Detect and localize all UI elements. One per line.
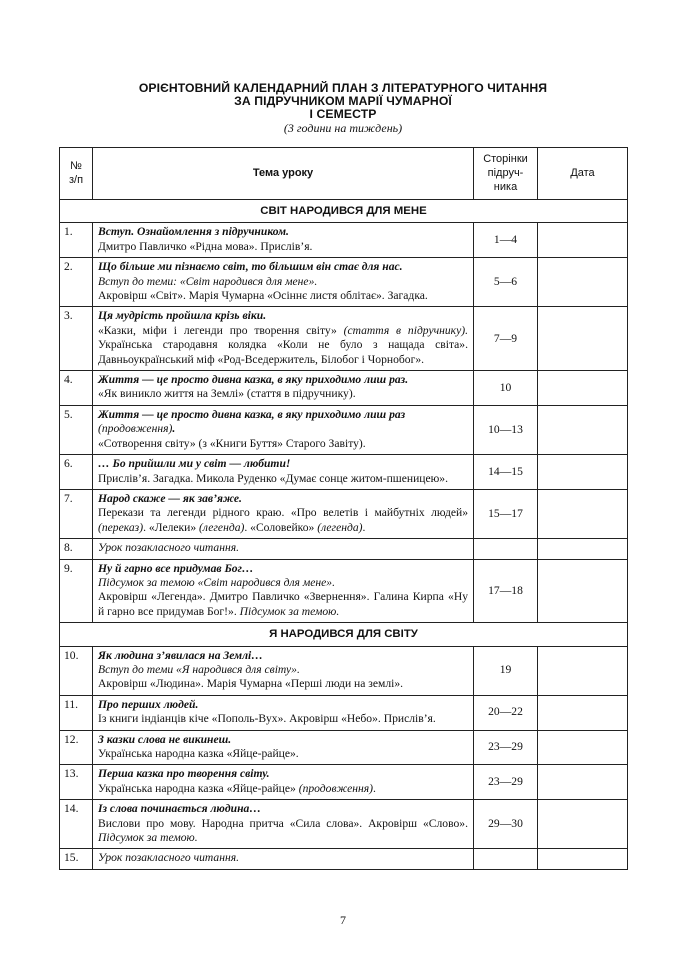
date-cell — [538, 371, 628, 406]
row-number: 1. — [60, 223, 93, 258]
header-num-line-2: з/п — [68, 174, 84, 186]
table-row — [60, 307, 628, 371]
pages-cell: 29—30 — [474, 800, 538, 849]
section-title: Я НАРОДИВСЯ ДЛЯ СВІТУ — [60, 623, 628, 646]
table-row — [60, 695, 628, 730]
section-row — [60, 623, 628, 646]
lesson-title-line — [98, 408, 468, 437]
lesson-text-part: . «Лелеки» — [143, 520, 197, 534]
pages-cell: 20—22 — [474, 695, 538, 730]
lesson-topic — [93, 223, 474, 258]
date-cell — [538, 223, 628, 258]
lesson-title: Вступ. Ознайомлення з підручником. — [98, 225, 289, 239]
lesson-intro: Вступ до теми: «Світ народився для мене». — [98, 274, 318, 288]
lesson-text: Акровірш «Людина». Марія Чумарна «Перші люди на землі». — [98, 677, 404, 691]
lesson-title: Ну й гарно все придумав Бог… — [98, 561, 254, 575]
lesson-text — [98, 590, 468, 619]
date-cell — [538, 489, 628, 538]
header-topic: Тема уроку — [93, 148, 474, 200]
heading-line-2: ЗА ПІДРУЧНИКОМ МАРІЇ ЧУМАРНОЇ — [234, 94, 452, 108]
lesson-topic — [93, 539, 474, 559]
lesson-text: Із книги індіанців кіче «Пополь-Вух». Акровірш «Небо». Прислів’я. — [98, 712, 436, 726]
lesson-title: Як людина з’явилася на Землі… — [98, 648, 263, 662]
pages-cell: 17—18 — [474, 559, 538, 623]
lesson-topic — [93, 730, 474, 765]
lesson-topic — [93, 800, 474, 849]
lesson-topic — [93, 489, 474, 538]
header-pages-line-2: підруч- — [487, 167, 524, 179]
lesson-text-part: «Казки, міфи і легенди про творення світу» — [98, 323, 337, 337]
row-number: 4. — [60, 371, 93, 406]
lesson-text — [98, 782, 468, 796]
lesson-text-note: (продовження) — [295, 781, 374, 795]
lesson-text: Прислів’я. Загадка. Микола Руденко «Думає сонце житом-пшеницею». — [98, 471, 448, 485]
date-cell — [538, 405, 628, 454]
lesson-text-note: (легенда) — [314, 520, 363, 534]
row-number: 12. — [60, 730, 93, 765]
lesson-intro: Урок позакласного читання. — [98, 851, 240, 865]
row-number: 3. — [60, 307, 93, 371]
lesson-text-part: . «Соловейко» — [244, 520, 315, 534]
lesson-text-part: Акровірш «Легенда». Дмитро Павличко «Звернення». Галина Кирпа «Ну й гарно все придумав Бог!». — [98, 590, 468, 618]
calendar-plan-table — [59, 147, 628, 870]
lesson-text — [98, 506, 468, 535]
lesson-topic — [93, 849, 474, 869]
lesson-text — [98, 817, 468, 846]
lesson-text-part: . — [362, 520, 366, 534]
lesson-title: Із слова починається людина… — [98, 802, 261, 816]
table-row — [60, 730, 628, 765]
pages-cell: 10 — [474, 371, 538, 406]
lesson-text-note: Підсумок за темою. — [98, 831, 198, 845]
row-number: 2. — [60, 258, 93, 307]
lesson-text: Акровірш «Світ». Марія Чумарна «Осіннє листя облітає». Загадка. — [98, 289, 428, 303]
lesson-topic — [93, 695, 474, 730]
table-row — [60, 849, 628, 869]
lesson-topic — [93, 559, 474, 623]
pages-cell: 10—13 — [474, 405, 538, 454]
table-row — [60, 559, 628, 623]
heading-subtitle: (3 години на тиждень) — [283, 121, 403, 135]
lesson-title: Що більше ми пізнаємо світ, то більшим він стає для нас. — [98, 260, 403, 274]
lesson-text-note: (переказ) — [98, 520, 144, 534]
lesson-text: «Як виникло життя на Землі» (стаття в підручнику). — [98, 387, 356, 401]
lesson-text-note: (стаття в підручнику). — [336, 323, 469, 337]
date-cell — [538, 849, 628, 869]
lesson-text: Дмитро Павличко «Рідна мова». Прислів’я. — [98, 239, 313, 253]
table-row — [60, 405, 628, 454]
lesson-topic — [93, 765, 474, 800]
row-number: 11. — [60, 695, 93, 730]
page-heading — [0, 82, 686, 135]
pages-cell — [474, 849, 538, 869]
row-number: 13. — [60, 765, 93, 800]
lesson-intro: Вступ до теми «Я народився для світу». — [98, 662, 300, 676]
row-number: 6. — [60, 455, 93, 490]
table-row — [60, 800, 628, 849]
header-pages — [474, 148, 538, 200]
row-number: 9. — [60, 559, 93, 623]
table-header-row — [60, 148, 628, 200]
lesson-title: Про перших людей. — [98, 697, 199, 711]
lesson-topic — [93, 258, 474, 307]
row-number: 7. — [60, 489, 93, 538]
lesson-title: Життя — це просто дивна казка, в яку приходимо лиш раз. — [98, 373, 409, 387]
pages-cell: 5—6 — [474, 258, 538, 307]
lesson-title: Ця мудрість пройшла крізь віки. — [98, 309, 267, 323]
pages-cell: 23—29 — [474, 765, 538, 800]
lesson-text-part: Українська народна казка «Яйце-райце» — [98, 781, 296, 795]
header-date: Дата — [538, 148, 628, 200]
header-num-line-1: № — [70, 160, 82, 172]
lesson-topic — [93, 455, 474, 490]
lesson-text: «Сотворення світу» (з «Книги Буття» Старого Завіту). — [98, 436, 366, 450]
table-row — [60, 223, 628, 258]
lesson-text-part: . — [373, 781, 376, 795]
date-cell — [538, 539, 628, 559]
lesson-title: Перша казка про творення світу. — [98, 767, 270, 781]
date-cell — [538, 800, 628, 849]
pages-cell: 19 — [474, 646, 538, 695]
lesson-text-part: Українська стародавня колядка «Коли не було з нащада світа». Давньоукраїнський міф «Род-Вседержитель, Білобог і Чорнобог». — [98, 338, 468, 366]
lesson-title: Життя — це просто дивна казка, в яку приходимо лиш раз — [98, 407, 406, 421]
lesson-title: З казки слова не викинеш. — [98, 732, 232, 746]
lesson-title: Народ скаже — як зав’яже. — [98, 491, 242, 505]
row-number: 15. — [60, 849, 93, 869]
lesson-text-part: Вислови про мову. Народна притча «Сила слова». Акровірш «Слово». — [98, 816, 468, 830]
pages-cell: 14—15 — [474, 455, 538, 490]
header-pages-line-1: Сторінки — [483, 153, 528, 165]
lesson-text: Українська народна казка «Яйце-райце». — [98, 747, 299, 760]
section-row — [60, 200, 628, 223]
lesson-topic — [93, 405, 474, 454]
row-number: 8. — [60, 539, 93, 559]
lesson-text — [98, 324, 468, 367]
date-cell — [538, 646, 628, 695]
pages-cell — [474, 539, 538, 559]
pages-cell: 15—17 — [474, 489, 538, 538]
table-row — [60, 455, 628, 490]
pages-cell: 23—29 — [474, 730, 538, 765]
date-cell — [538, 307, 628, 371]
date-cell — [538, 559, 628, 623]
lesson-title-end: . — [172, 422, 176, 436]
date-cell — [538, 455, 628, 490]
table-row — [60, 489, 628, 538]
pages-cell: 1—4 — [474, 223, 538, 258]
page-number: 7 — [340, 913, 346, 927]
table-row — [60, 371, 628, 406]
lesson-text-part: Перекази та легенди рідного краю. «Про велетів і майбутніх людей» — [98, 506, 468, 520]
date-cell — [538, 258, 628, 307]
lesson-text-note: (легенда) — [196, 520, 245, 534]
date-cell — [538, 695, 628, 730]
lesson-intro: Підсумок за темою «Світ народився для мене». — [98, 575, 335, 589]
table-row — [60, 765, 628, 800]
row-number: 5. — [60, 405, 93, 454]
lesson-title: … Бо прийшли ми у світ — любити! — [98, 457, 291, 471]
pages-cell: 7—9 — [474, 307, 538, 371]
lesson-topic — [93, 646, 474, 695]
table-row — [60, 258, 628, 307]
lesson-intro: Урок позакласного читання. — [98, 541, 240, 555]
header-pages-line-3: ника — [493, 181, 518, 193]
lesson-title-continued: (продовження) — [98, 422, 173, 436]
section-title: СВІТ НАРОДИВСЯ ДЛЯ МЕНЕ — [60, 200, 628, 223]
heading-line-1: ОРІЄНТОВНИЙ КАЛЕНДАРНИЙ ПЛАН З ЛІТЕРАТУРНОГО ЧИТАННЯ — [138, 81, 548, 95]
heading-line-3: І СЕМЕСТР — [309, 107, 377, 121]
header-num — [60, 148, 93, 200]
date-cell — [538, 765, 628, 800]
table-row — [60, 539, 628, 559]
table-row — [60, 646, 628, 695]
row-number: 14. — [60, 800, 93, 849]
lesson-topic — [93, 307, 474, 371]
lesson-text-note: Підсумок за темою. — [239, 604, 340, 618]
lesson-topic — [93, 371, 474, 406]
date-cell — [538, 730, 628, 765]
row-number: 10. — [60, 646, 93, 695]
